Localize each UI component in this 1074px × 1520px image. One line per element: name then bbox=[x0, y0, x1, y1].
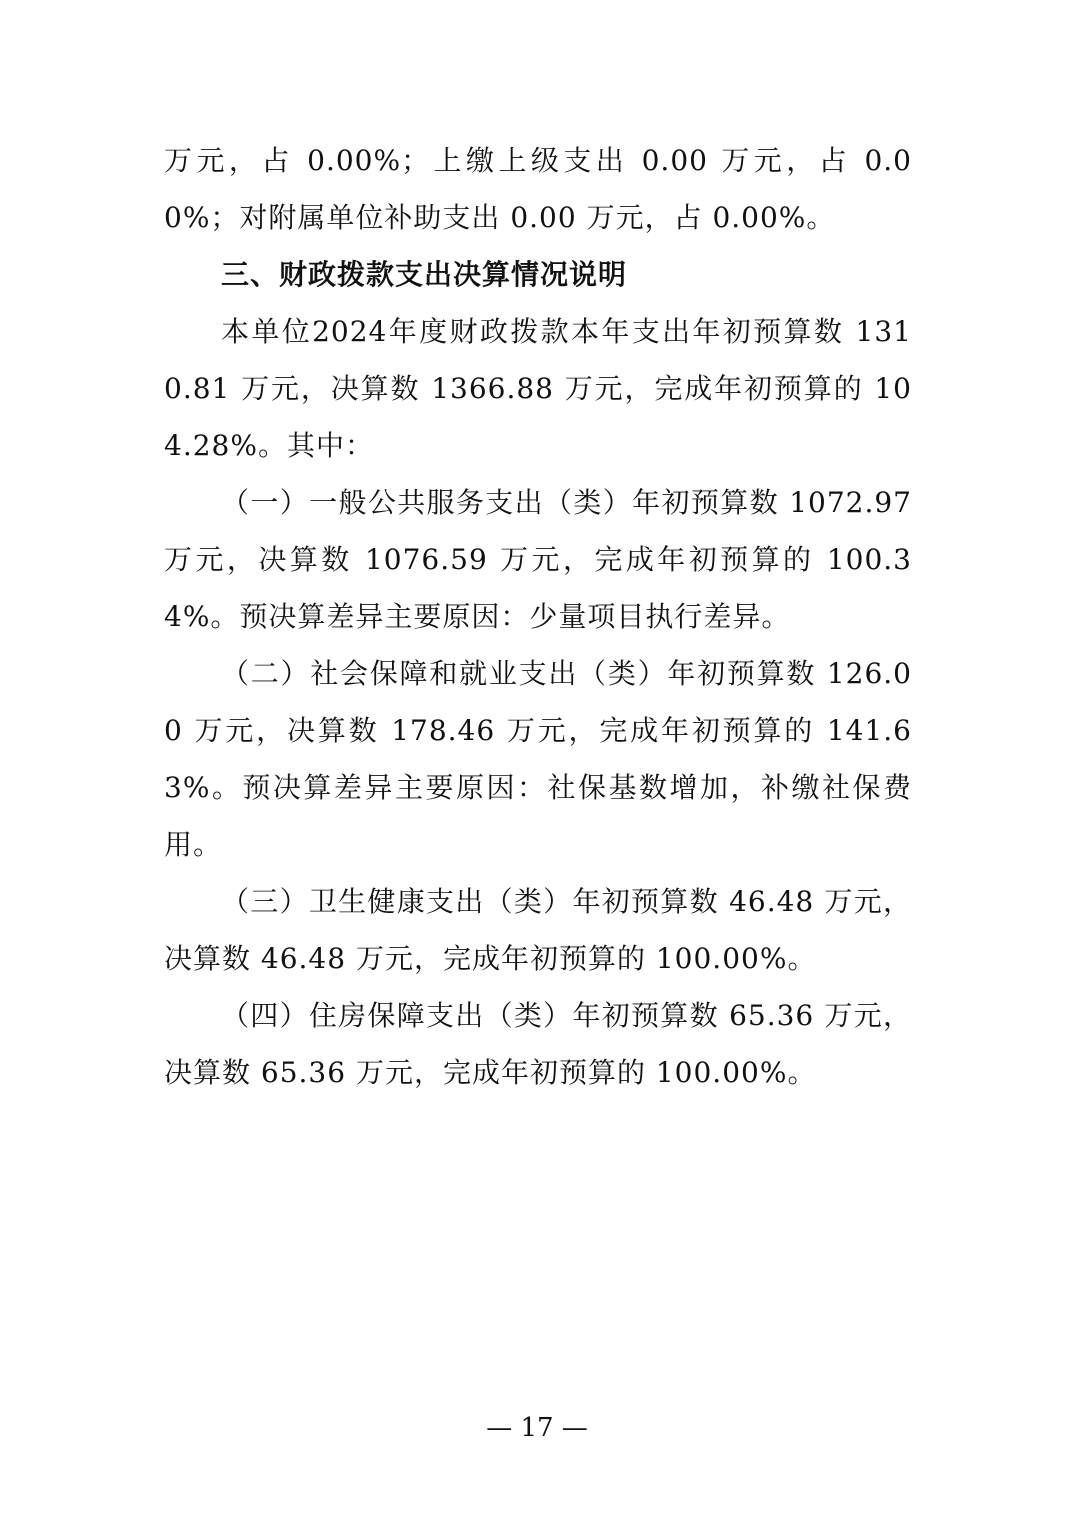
section-heading: 三、财政拨款支出决算情况说明 bbox=[221, 258, 628, 291]
paragraph-item-3: （三）卫生健康支出（类）年初预算数 46.48 万元，决算数 46.48 万元，完成年初预算的 100.00%。 bbox=[164, 885, 912, 975]
page-number: — 17 — bbox=[486, 1413, 588, 1443]
paragraph-item-1: （一）一般公共服务支出（类）年初预算数 1072.97 万元，决算数 1076.59 万元，完成年初预算的 100.34%。预决算差异主要原因：少量项目执行差异。 bbox=[164, 486, 912, 633]
document-body bbox=[164, 132, 912, 1101]
paragraph-summary: 本单位2024年度财政拨款本年支出年初预算数 1310.81 万元，决算数 1366.88 万元，完成年初预算的 104.28%。其中： bbox=[164, 315, 912, 462]
paragraph-item-4: （四）住房保障支出（类）年初预算数 65.36 万元，决算数 65.36 万元，完成年初预算的 100.00%。 bbox=[164, 999, 912, 1089]
paragraph-item-2: （二）社会保障和就业支出（类）年初预算数 126.00 万元，决算数 178.46 万元，完成年初预算的 141.63%。预决算差异主要原因：社保基数增加，补缴社保费用。 bbox=[164, 657, 912, 861]
paragraph-continuation: 万元，占 0.00%；上缴上级支出 0.00 万元，占 0.00%；对附属单位补助支出 0.00 万元，占 0.00%。 bbox=[164, 144, 912, 234]
